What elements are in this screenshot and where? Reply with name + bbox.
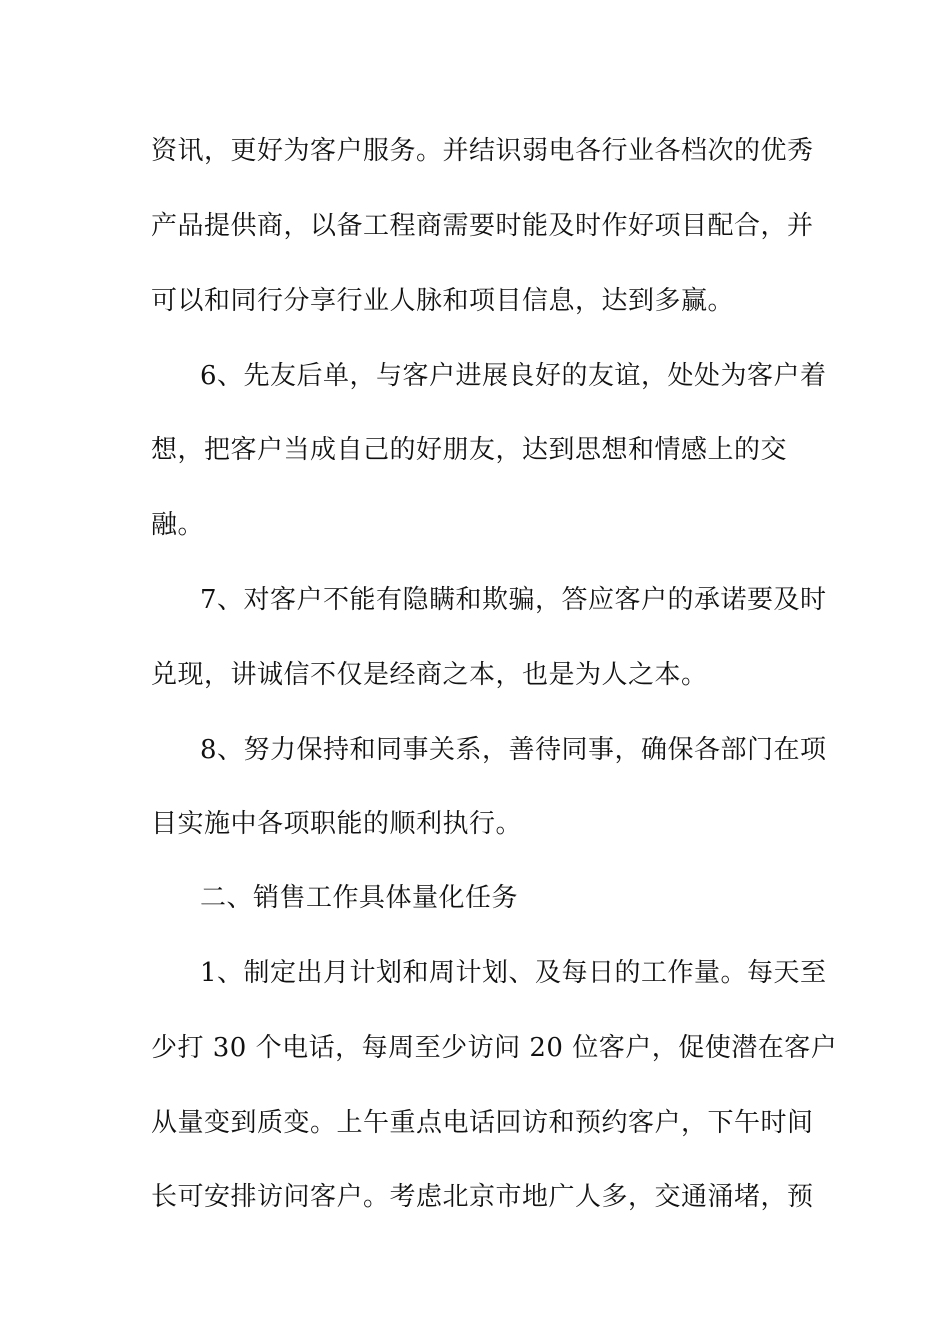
paragraph-line: 1、制定出月计划和周计划、及每日的工作量。每天至 xyxy=(200,958,827,988)
paragraph-line: 8、努力保持和同事关系，善待同事，确保各部门在项 xyxy=(200,735,827,765)
text-line: 少打 30 个电话，每周至少访问 20 位客户，促使潜在客户 xyxy=(151,1033,838,1063)
section-heading: 二、销售工作具体量化任务 xyxy=(200,883,519,913)
text-line: 融。 xyxy=(151,510,205,540)
text-line: 产品提供商，以备工程商需要时能及时作好项目配合，并 xyxy=(151,211,814,241)
text-line: 兑现，讲诚信不仅是经商之本，也是为人之本。 xyxy=(151,660,708,690)
text-line: 目实施中各项职能的顺利执行。 xyxy=(151,809,523,839)
text-line: 资讯，更好为客户服务。并结识弱电各行业各档次的优秀 xyxy=(151,136,814,166)
text-line: 从量变到质变。上午重点电话回访和预约客户，下午时间 xyxy=(151,1108,814,1138)
paragraph-line: 6、先友后单，与客户进展良好的友谊，处处为客户着 xyxy=(200,361,827,391)
text-line: 想，把客户当成自己的好朋友，达到思想和情感上的交 xyxy=(151,435,788,465)
paragraph-line: 7、对客户不能有隐瞒和欺骗，答应客户的承诺要及时 xyxy=(200,585,827,615)
text-line: 长可安排访问客户。考虑北京市地广人多，交通涌堵，预 xyxy=(151,1182,814,1212)
text-line: 可以和同行分享行业人脉和项目信息，达到多赢。 xyxy=(151,286,735,316)
